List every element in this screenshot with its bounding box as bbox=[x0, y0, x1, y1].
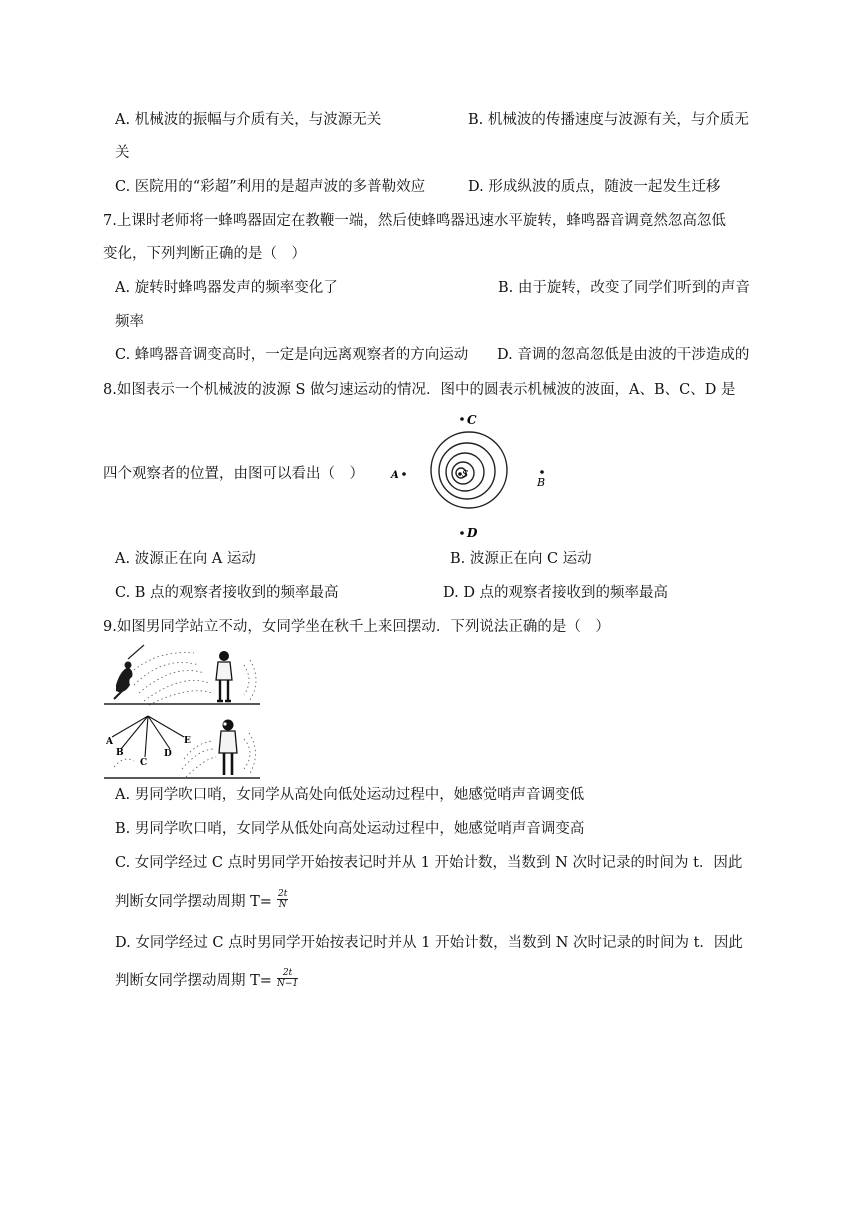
q9-stem: 9.如图男同学站立不动，女同学坐在秋千上来回摆动．下列说法正确的是（ ） bbox=[103, 619, 610, 635]
q6-option-b: B. 机械波的传播速度与波源有关，与介质无 bbox=[468, 112, 749, 128]
q6-option-a: A. 机械波的振幅与介质有关，与波源无关 bbox=[115, 112, 382, 128]
q6-option-c: C. 医院用的“彩超”利用的是超声波的多普勒效应 bbox=[115, 179, 426, 195]
q9-option-c-fraction bbox=[277, 889, 288, 910]
q9-option-d-fraction bbox=[277, 968, 298, 989]
position-a-label: A bbox=[106, 737, 113, 747]
observer-d-label: D bbox=[467, 526, 478, 540]
observer-b-label: B bbox=[537, 476, 546, 489]
q7-option-b-continued: 频率 bbox=[115, 314, 144, 330]
observer-d-dot bbox=[460, 531, 464, 535]
source-label: S bbox=[462, 470, 469, 480]
q8-stem-line1: 8.如图表示一个机械波的波源 S 做匀速运动的情况．图中的圆表示机械波的波面，A、B、C、D 是 bbox=[103, 382, 736, 398]
observer-a-label: A bbox=[391, 470, 399, 481]
q6-option-d: D. 形成纵波的质点，随波一起发生迁移 bbox=[468, 179, 721, 195]
q9-option-b: B. 男同学吹口哨，女同学从低处向高处运动过程中，她感觉哨声音调变高 bbox=[115, 821, 585, 837]
q6-option-b-continued: 关 bbox=[115, 145, 130, 161]
q9-option-d-fraction-numerator: 2t bbox=[277, 968, 298, 979]
q8-option-d: D. D 点的观察者接收到的频率最高 bbox=[443, 585, 669, 601]
q7-stem-line1: 7.上课时老师将一蜂鸣器固定在教鞭一端，然后使蜂鸣器迅速水平旋转，蜂鸣器音调竟然忽高忽低 bbox=[103, 213, 726, 229]
position-b-label: B bbox=[116, 748, 124, 758]
observer-c-label: C bbox=[467, 413, 477, 427]
q9-option-c-fraction-denominator: N bbox=[278, 900, 287, 910]
doppler-wavefront-figure bbox=[385, 405, 560, 545]
position-d-label: D bbox=[164, 749, 172, 759]
observer-c-dot bbox=[460, 417, 464, 421]
q7-stem-line2: 变化，下列判断正确的是（ ） bbox=[103, 246, 306, 262]
q8-option-c: C. B 点的观察者接收到的频率最高 bbox=[115, 585, 339, 601]
q9-option-d-line1: D. 女同学经过 C 点时男同学开始按表记时并从 1 开始计数，当数到 N 次时记录的时间为 t．因此 bbox=[115, 935, 743, 951]
q8-stem-line2: 四个观察者的位置，由图可以看出（ ） bbox=[103, 466, 364, 482]
q8-option-b: B. 波源正在向 C 运动 bbox=[450, 551, 592, 567]
q7-option-d: D. 音调的忽高忽低是由波的干涉造成的 bbox=[497, 347, 750, 363]
q9-option-c-line1: C. 女同学经过 C 点时男同学开始按表记时并从 1 开始计数，当数到 N 次时记录的时间为 t．因此 bbox=[115, 855, 743, 871]
q8-option-a: A. 波源正在向 A 运动 bbox=[115, 551, 256, 567]
q7-option-c: C. 蜂鸣器音调变高时，一定是向远离观察者的方向运动 bbox=[115, 347, 469, 363]
swing-figure-bottom bbox=[104, 711, 260, 781]
q9-option-a: A. 男同学吹口哨，女同学从高处向低处运动过程中，她感觉哨声音调变低 bbox=[115, 787, 585, 803]
position-c-label: C bbox=[140, 758, 148, 768]
q9-option-c-line2: 判断女同学摆动周期 T= bbox=[115, 894, 272, 910]
position-e-label: E bbox=[184, 736, 191, 746]
q9-option-d-line2: 判断女同学摆动周期 T= bbox=[115, 973, 272, 989]
q7-option-a: A. 旋转时蜂鸣器发声的频率变化了 bbox=[115, 280, 338, 296]
observer-b-dot bbox=[540, 470, 544, 474]
q7-option-b: B. 由于旋转，改变了同学们听到的声音 bbox=[498, 280, 750, 296]
swing-figure-top bbox=[104, 645, 260, 707]
q9-option-d-fraction-denominator: N−1 bbox=[277, 979, 299, 989]
observer-a-dot bbox=[402, 472, 406, 476]
q9-option-c-fraction-numerator: 2t bbox=[278, 889, 288, 899]
